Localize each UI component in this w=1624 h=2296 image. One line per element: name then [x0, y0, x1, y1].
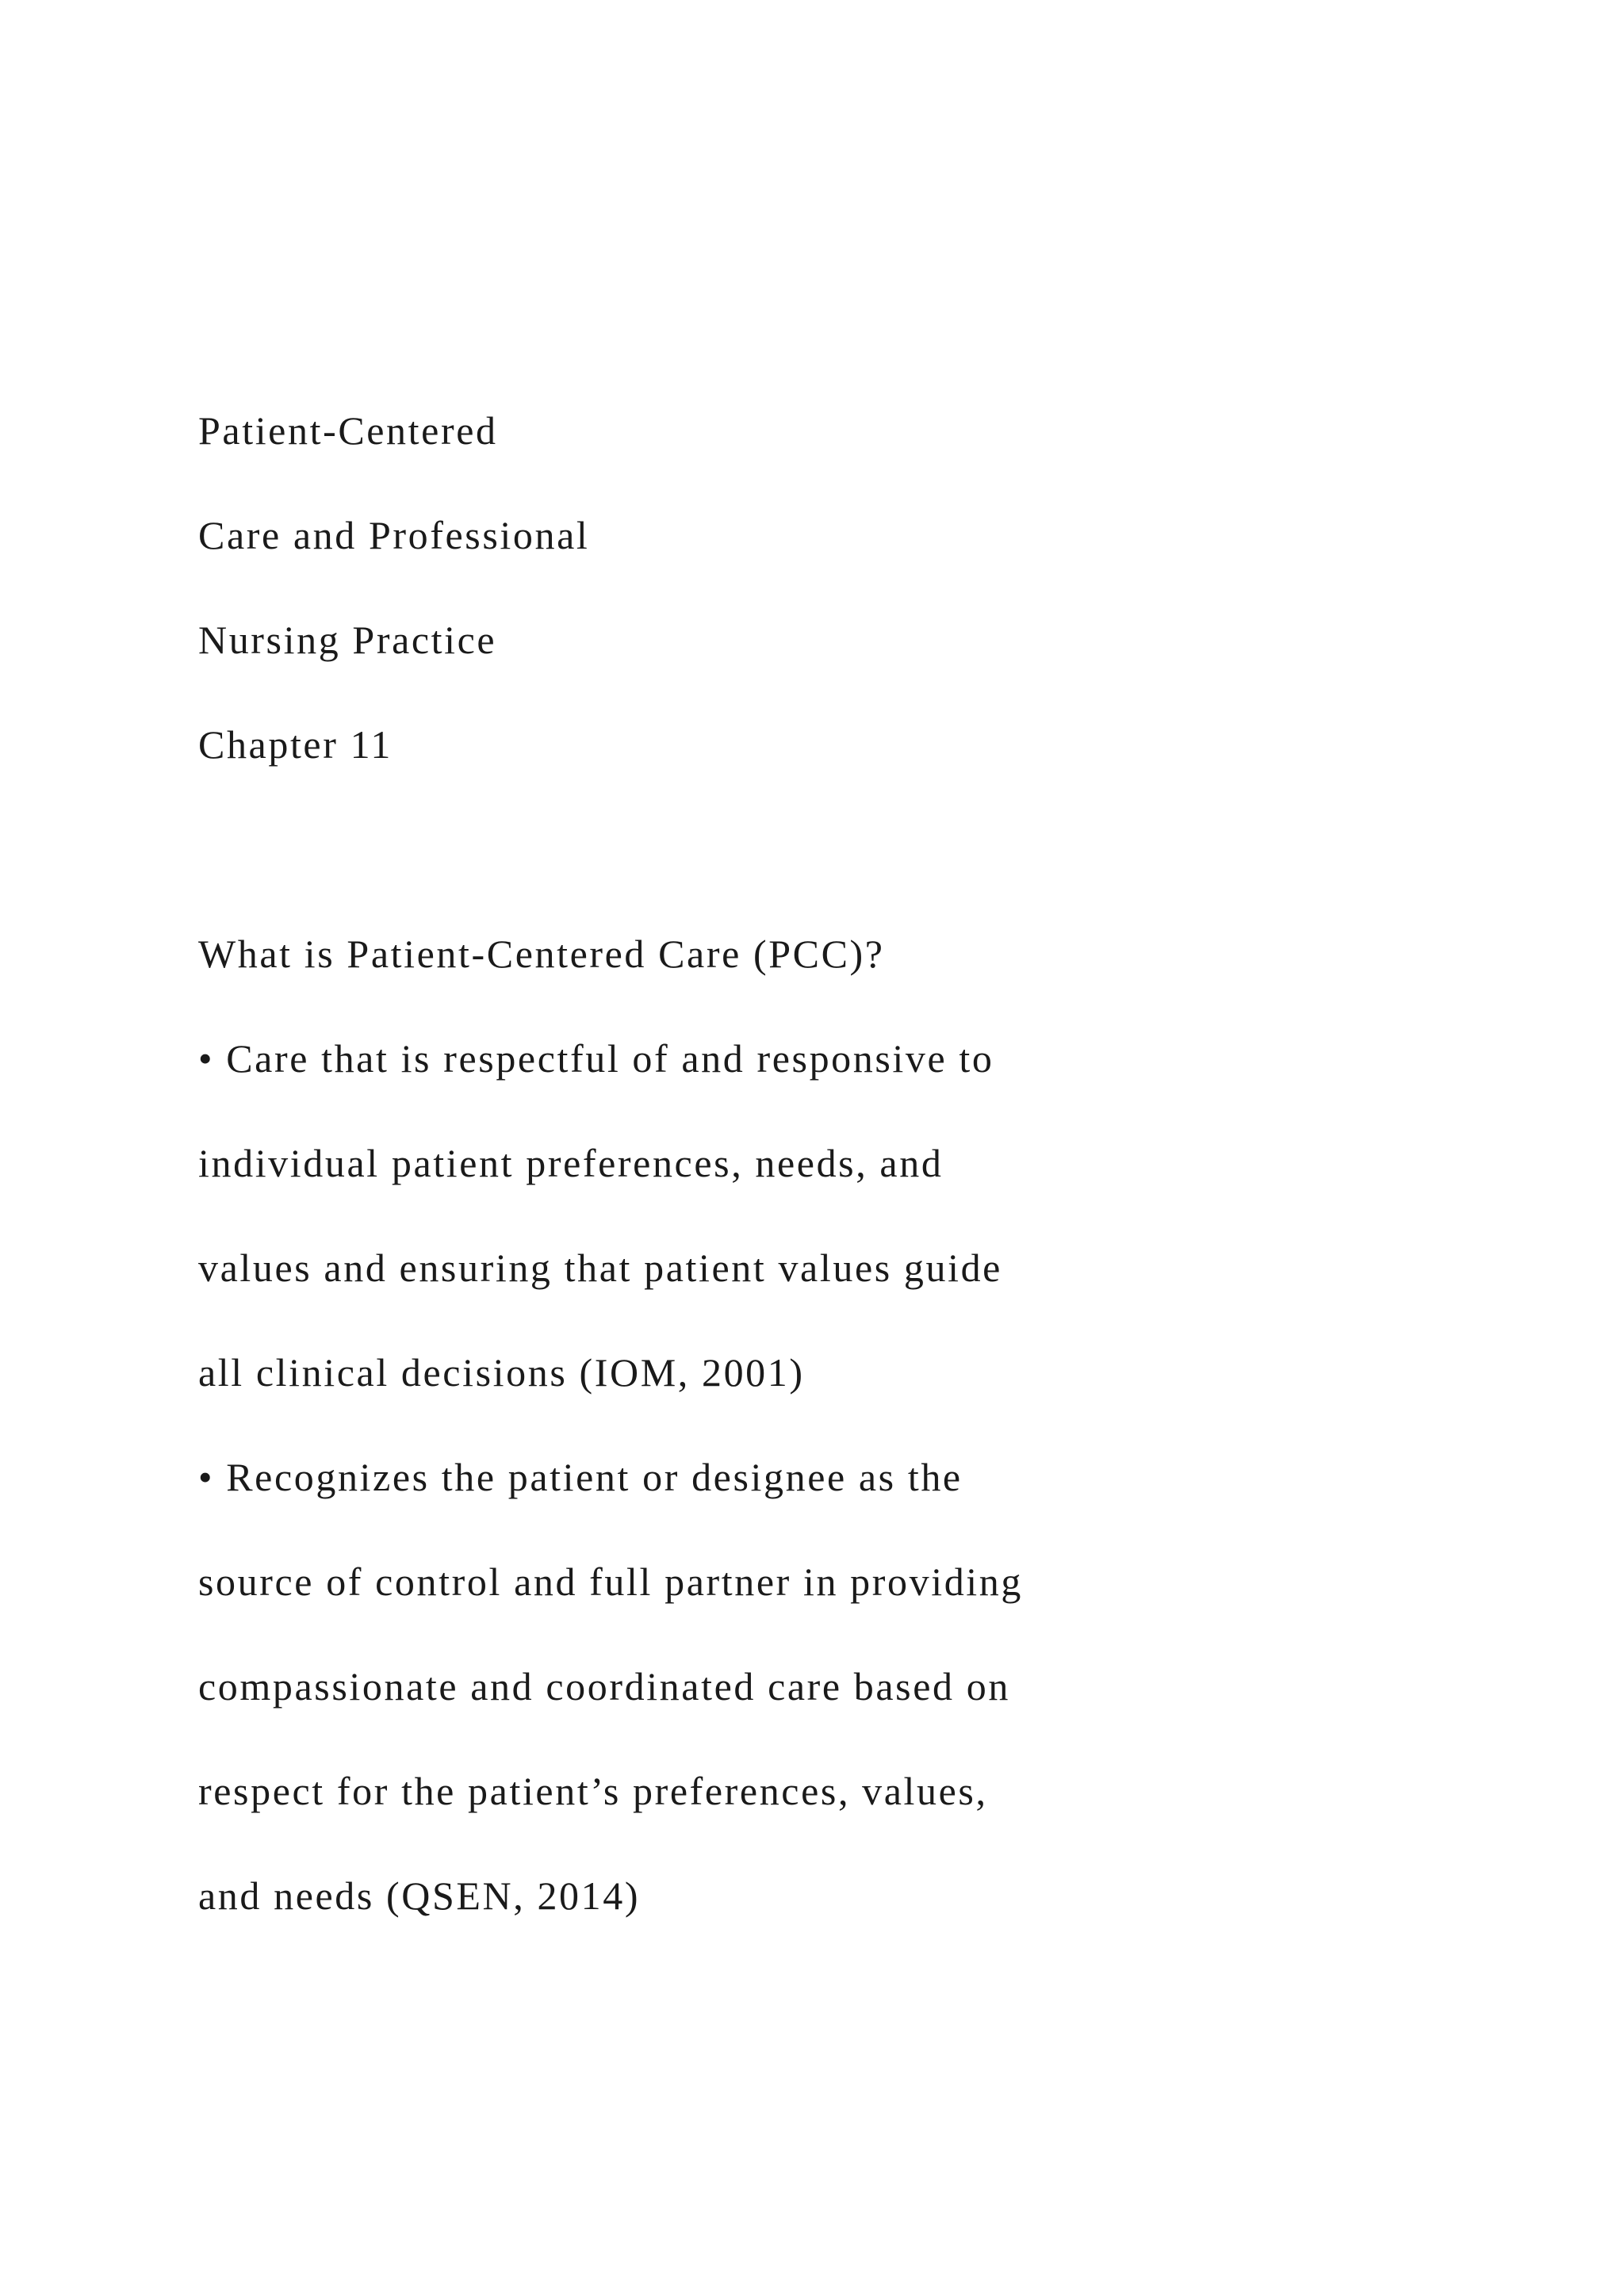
chapter-label: Chapter 11	[198, 722, 393, 767]
body-line: • Recognizes the patient or designee as the	[198, 1455, 963, 1499]
body-line: source of control and full partner in providing	[198, 1559, 1023, 1604]
section-heading: What is Patient-Centered Care (PCC)?	[198, 932, 885, 976]
body-line: • Care that is respectful of and responsive to	[198, 1036, 994, 1081]
body-line: individual patient preferences, needs, and	[198, 1141, 944, 1185]
title-line-1: Patient-Centered	[198, 408, 498, 453]
body-line: respect for the patient’s preferences, values,	[198, 1769, 988, 1813]
body-line: compassionate and coordinated care based on	[198, 1664, 1010, 1709]
body-line: values and ensuring that patient values guide	[198, 1246, 1002, 1290]
title-line-3: Nursing Practice	[198, 618, 497, 662]
body-line: all clinical decisions (IOM, 2001)	[198, 1350, 805, 1395]
title-line-2: Care and Professional	[198, 513, 590, 557]
body-line: and needs (QSEN, 2014)	[198, 1873, 641, 1918]
